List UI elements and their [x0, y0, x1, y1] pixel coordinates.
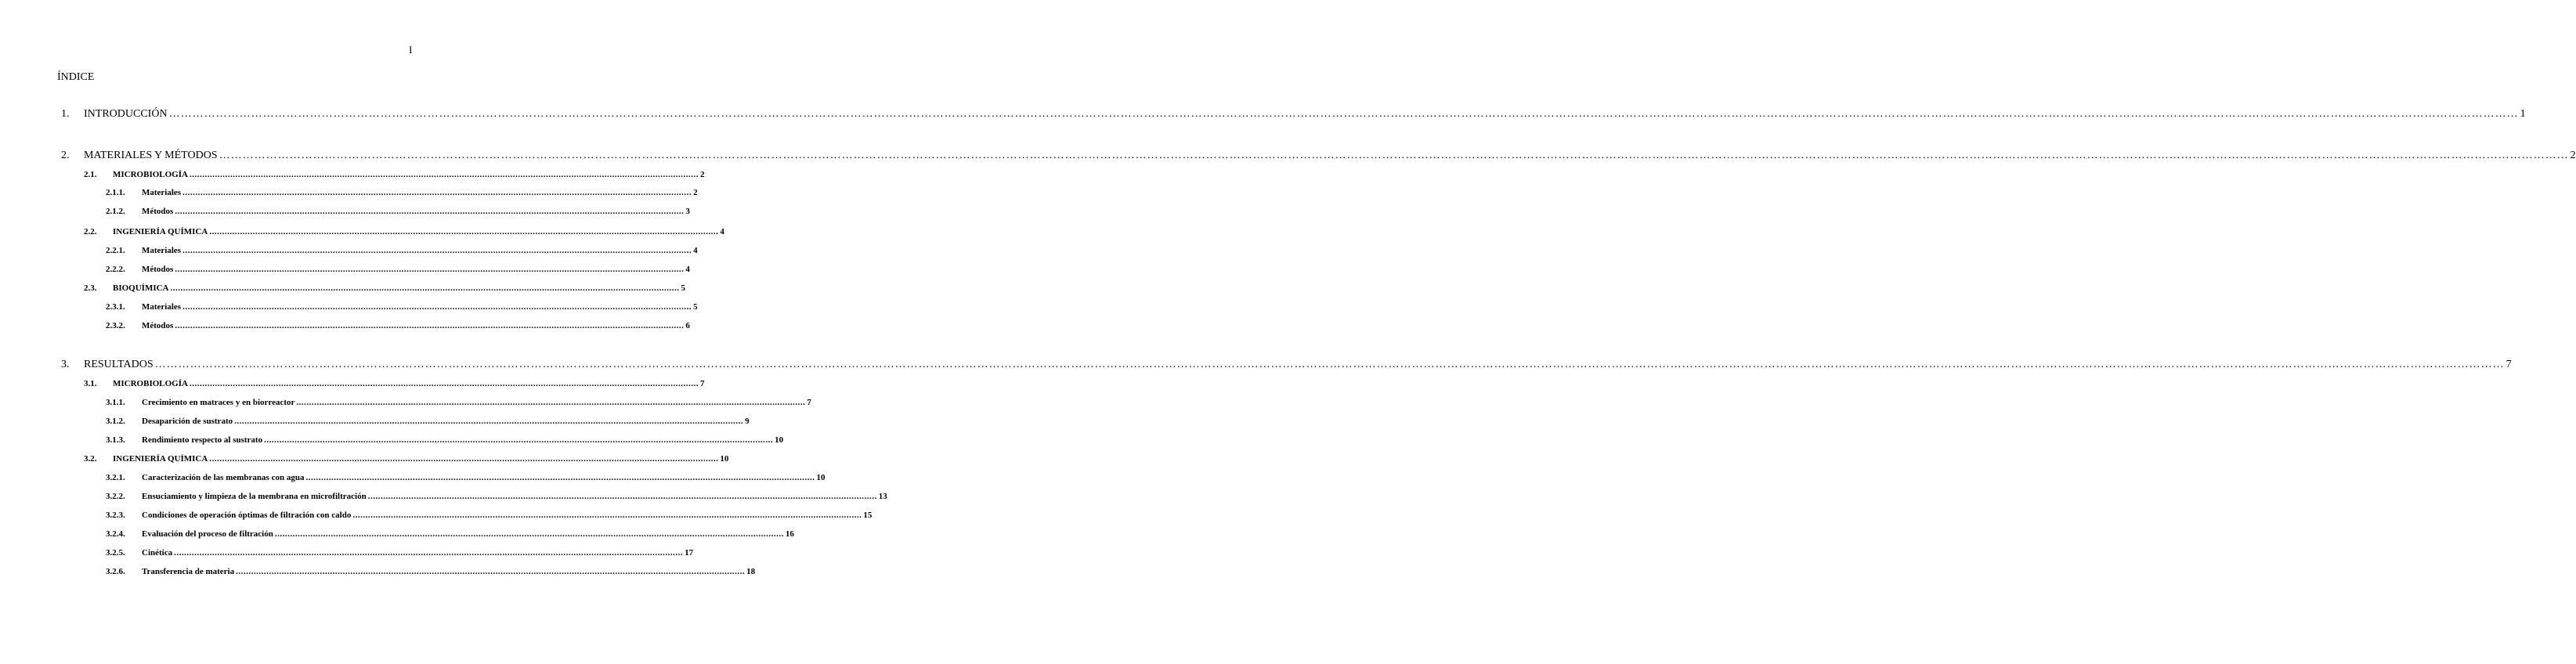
dot-leader: ........................................................................................................................................................................................................ [182, 188, 692, 197]
toc-entry-title: INTRODUCCIÓN [84, 108, 168, 120]
toc-entry [84, 379, 705, 388]
toc-entry-number: 2.3. [84, 283, 97, 293]
toc-entry-title: Caracterización de las membranas con agua [142, 473, 305, 482]
toc-entry-title: Cinética [142, 548, 173, 558]
toc-entry-title: Crecimiento en matraces y en biorreactor [142, 398, 295, 407]
toc-entry [106, 567, 756, 576]
toc-entry-title: Ensuciamiento y limpieza de la membrana en microfiltración [142, 492, 367, 501]
toc-entry-title: MATERIALES Y MÉTODOS [84, 150, 218, 161]
toc-entry-page: 10 [720, 454, 729, 464]
dot-leader: ........................................................................................................................................................................................................ [209, 454, 719, 464]
toc-entry-number: 1. [61, 108, 70, 120]
toc-entry-page: 7 [699, 379, 705, 388]
toc-entry-title: Materiales [142, 188, 182, 197]
dot-leader: …………………………………………………………………………………………………………………………………………………………………………………………………………………………………………………………………………………………………………………………………………………………………………………………………………………………………………………………………………………………………………………………………………………… [219, 150, 2569, 161]
dot-leader: ........................................................................................................................................................................................................ [182, 302, 692, 312]
toc-entry [106, 188, 698, 197]
dot-leader: ........................................................................................................................................................................................................ [175, 265, 685, 274]
toc-entry-page: 10 [775, 435, 784, 445]
toc-entry [106, 246, 698, 255]
toc-entry [84, 454, 729, 464]
toc-entry-page: 2 [699, 170, 705, 179]
toc-entry-number: 3.1. [84, 379, 97, 388]
toc-entry-page: 6 [685, 321, 690, 330]
toc-entry-number: 2.1.1. [106, 188, 125, 197]
dot-leader: ........................................................................................................................................................................................................ [264, 435, 774, 445]
toc-entry-page: 9 [745, 417, 750, 426]
toc-entry [84, 283, 686, 293]
toc-entry-number: 3.2.1. [106, 473, 125, 482]
toc-entry-number: 2.1.2. [106, 207, 125, 216]
toc-entry-title: INGENIERÍA QUÍMICA [113, 227, 208, 236]
dot-leader: ........................................................................................................................................................................................................ [234, 417, 744, 426]
dot-leader: ........................................................................................................................................................................................................ [175, 321, 685, 330]
dot-leader: ........................................................................................................................................................................................................ [175, 207, 685, 216]
toc-entry-page: 17 [685, 548, 694, 558]
dot-leader: …………………………………………………………………………………………………………………………………………………………………………………………………………………………………………………………………………………………………………………………………………………………………………………………………………………………………………………………………………………………………………………………………………………… [168, 108, 2519, 120]
toc-entry [106, 207, 690, 216]
toc-entry-title: Métodos [142, 265, 174, 274]
toc-entry-title: RESULTADOS [84, 359, 154, 370]
toc-entry-page: 5 [681, 283, 686, 293]
toc-entry-title: Condiciones de operación óptimas de filtración con caldo [142, 511, 352, 520]
dot-leader: ........................................................................................................................................................................................................ [170, 283, 680, 293]
toc-entry-number: 3.1.3. [106, 435, 125, 445]
toc-entry-page: 5 [693, 302, 698, 312]
toc-entry [106, 473, 826, 482]
toc-entry-title: Desaparición de sustrato [142, 417, 233, 426]
toc-entry-number: 2.3.2. [106, 321, 125, 330]
toc-entry-number: 3.2.5. [106, 548, 125, 558]
toc-entry-page: 4 [685, 265, 690, 274]
toc-entry-title: MICROBIOLOGÍA [113, 379, 188, 388]
toc-entry-number: 3.1.2. [106, 417, 125, 426]
toc-entry [106, 548, 694, 558]
dot-leader: …………………………………………………………………………………………………………………………………………………………………………………………………………………………………………………………………………………………………………………………………………………………………………………………………………………………………………………………………………………………………………………………………………………… [154, 359, 2505, 370]
dot-leader: ........................................................................................................................................................................................................ [367, 492, 877, 501]
index-title: ÍNDICE [57, 71, 95, 83]
dot-leader: ........................................................................................................................................................................................................ [174, 548, 684, 558]
toc-entry-title: Materiales [142, 246, 182, 255]
toc-entry [106, 529, 794, 539]
toc-entry-title: INGENIERÍA QUÍMICA [113, 454, 208, 464]
toc-entry [106, 511, 873, 520]
toc-entry-number: 3.2.3. [106, 511, 125, 520]
toc-entry-title: MICROBIOLOGÍA [113, 170, 188, 179]
toc-entry-number: 3.2. [84, 454, 97, 464]
toc-entry-page: 7 [2506, 359, 2512, 370]
toc-entry-page: 4 [693, 246, 698, 255]
toc-entry-title: Materiales [142, 302, 182, 312]
toc-entry [61, 150, 2576, 162]
toc-entry [84, 170, 705, 179]
toc-entry [106, 492, 887, 501]
toc-entry-page: 2 [2570, 150, 2576, 161]
toc-entry-page: 3 [685, 207, 690, 216]
toc-entry-page: 18 [746, 567, 756, 576]
toc-entry [106, 398, 811, 407]
dot-leader: ........................................................................................................................................................................................................ [209, 227, 719, 236]
toc-entry-title: Transferencia de materia [142, 567, 235, 576]
toc-entry-number: 3.2.4. [106, 529, 125, 539]
toc-entry-number: 2.1. [84, 170, 97, 179]
toc-entry-page: 1 [2520, 108, 2526, 120]
toc-entry [106, 417, 750, 426]
toc-entry-number: 2.3.1. [106, 302, 125, 312]
toc-entry-title: Rendimiento respecto al sustrato [142, 435, 263, 445]
toc-entry-page: 13 [878, 492, 887, 501]
toc-entry-number: 2. [61, 150, 70, 161]
dot-leader: ........................................................................................................................................................................................................ [305, 473, 815, 482]
toc-entry-page: 15 [863, 511, 873, 520]
toc-entry [106, 435, 784, 445]
toc-entry [84, 227, 724, 236]
toc-entry-number: 2.2.1. [106, 246, 125, 255]
toc-entry-page: 16 [785, 529, 794, 539]
toc-entry [106, 265, 690, 274]
toc-entry-title: Métodos [142, 207, 174, 216]
toc-entry-page: 10 [816, 473, 826, 482]
toc-entry-title: BIOQUÍMICA [113, 283, 169, 293]
toc-entry-title: Métodos [142, 321, 174, 330]
dot-leader: ........................................................................................................................................................................................................ [274, 529, 784, 539]
toc-entry-number: 2.2. [84, 227, 97, 236]
toc-entry-number: 3. [61, 359, 70, 370]
dot-leader: ........................................................................................................................................................................................................ [182, 246, 692, 255]
dot-leader: ........................................................................................................................................................................................................ [296, 398, 806, 407]
toc-entry-page: 4 [720, 227, 724, 236]
toc-entry [106, 321, 690, 330]
dot-leader: ........................................................................................................................................................................................................ [236, 567, 746, 576]
toc-entry [61, 108, 2526, 121]
toc-entry-number: 3.1.1. [106, 398, 125, 407]
toc-entry-number: 3.2.6. [106, 567, 125, 576]
toc-entry-title: Evaluación del proceso de filtración [142, 529, 273, 539]
dot-leader: ........................................................................................................................................................................................................ [189, 170, 699, 179]
toc-entry-number: 2.2.2. [106, 265, 125, 274]
dot-leader: ........................................................................................................................................................................................................ [352, 511, 862, 520]
toc-entry [61, 359, 2512, 371]
toc-entry-number: 3.2.2. [106, 492, 125, 501]
dot-leader: ........................................................................................................................................................................................................ [189, 379, 699, 388]
toc-entry [106, 302, 698, 312]
page-number: I [409, 44, 413, 56]
toc-entry-page: 7 [807, 398, 811, 407]
toc-entry-page: 2 [693, 188, 698, 197]
